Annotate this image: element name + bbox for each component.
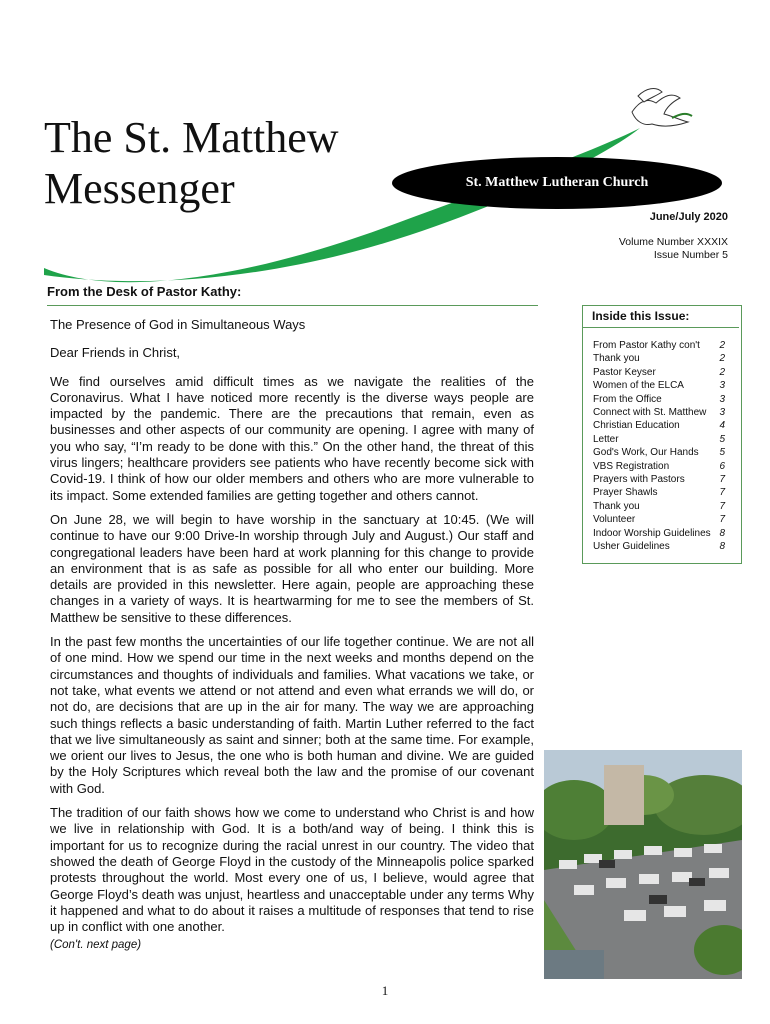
toc-item-page: 8: [719, 527, 725, 539]
toc-item-label: Connect with St. Matthew: [593, 407, 707, 419]
toc-item-label: God's Work, Our Hands: [593, 447, 699, 459]
toc-item-page: 4: [719, 420, 725, 432]
toc-item: [593, 500, 725, 513]
newsletter-title: [44, 112, 339, 214]
issue-number: Issue Number 5: [653, 249, 728, 261]
toc-item: [593, 352, 725, 365]
section-heading: From the Desk of Pastor Kathy:: [47, 284, 242, 299]
toc-item-page: 2: [719, 353, 725, 365]
dove-icon: [632, 89, 692, 127]
toc-item: [593, 393, 725, 406]
toc-item-label: Thank you: [593, 353, 640, 365]
toc-item-label: Thank you: [593, 500, 640, 512]
toc-rule: [583, 327, 739, 328]
volume-number: Volume Number XXXIX: [618, 236, 728, 248]
issue-date: June/July 2020: [649, 211, 728, 223]
article-paragraph: We find ourselves amid difficult times as we navigate the realities of the Coronavirus. What I have noticed more recently is the diverse ways people are impacted by the pandemic. There are the precautions that remain, even as businesses and other aspects of our community are opening. I agree with many of you who say, “I’m ready to be done with this.” On the other hand, the threat of this virus lingers; healthcare providers see patients who have recently become sick with Covid-19. I think of how our older members and others who are more vulnerable to its impact. Some extended families are getting together and others cannot.: [50, 373, 534, 503]
toc-item: [593, 379, 725, 392]
article-paragraph: In the past few months the uncertainties of our life together continue. We are not all of one mind. How we spend our time in the next weeks and months depend on the circumstances and thoughts of individuals and families. What vacations we take, or not take, what events we attend or not attend and even what errands we will do, or not do, are decisions that are up in the air for many. The way we are approaching such things reflects a basic understanding of faith. Martin Luther referred to the fact that we live simultaneously as saint and sinner; both at the same time. For example, we orient our lives to Jesus, the one who is both human and divine. We are guided by the Holy Scriptures which reveal both the law and the promise of our covenant with God.: [50, 634, 534, 796]
toc-item: [593, 419, 725, 432]
article-paragraph: The tradition of our faith shows how we come to understand who Christ is and how we live in relationship with God. It is a both/and way of being. I think this is important for us to recognize during the racial unrest in our country. The video that showed the death of George Floyd in the custody of the Minneapolis police sparked protests throughout the world. Most every one of us, I believe, would agree that George Floyd’s death was unjust, heartless and unacceptable under any terms Why it happened and what to do about it raises a multitude of responses that tend to rise up in conflict with one another.: [50, 805, 534, 935]
toc-item-label: VBS Registration: [593, 460, 670, 472]
toc-item-page: 7: [719, 500, 725, 512]
toc-item-label: Usher Guidelines: [593, 541, 670, 553]
title-line-1: The St. Matthew: [44, 113, 339, 162]
continued-note: (Con't. next page): [50, 939, 142, 952]
toc-item-page: 7: [719, 514, 725, 526]
toc-item-label: Letter: [593, 433, 619, 445]
volume-info: [619, 236, 728, 262]
toc-item: [593, 473, 725, 486]
toc-item-page: 7: [719, 474, 725, 486]
toc-item-label: Pastor Keyser: [593, 366, 656, 378]
toc-item-label: Indoor Worship Guidelines: [593, 527, 711, 539]
toc-list: [593, 339, 725, 554]
toc-item-page: 3: [719, 393, 725, 405]
section-rule: [47, 305, 538, 306]
toc-item: [593, 540, 725, 553]
toc-item-page: 3: [719, 380, 725, 392]
toc-item: [593, 366, 725, 379]
toc-item: [593, 486, 725, 499]
article-greeting: Dear Friends in Christ,: [50, 345, 181, 361]
toc-item-label: Prayers with Pastors: [593, 474, 685, 486]
toc-item-label: From Pastor Kathy con't: [593, 340, 700, 351]
parking-lot-photo: [544, 750, 742, 979]
toc-item: [593, 513, 725, 526]
article-body: [50, 317, 534, 962]
toc-item-label: From the Office: [593, 393, 662, 405]
article-title: The Presence of God in Simultaneous Ways: [50, 317, 306, 332]
page-number: 1: [381, 983, 389, 998]
toc-item-page: 3: [719, 407, 725, 419]
toc-item: [593, 446, 725, 459]
toc-item-page: 2: [719, 340, 725, 351]
toc-item: [593, 433, 725, 446]
toc-item: [593, 527, 725, 540]
toc-heading: Inside this Issue:: [592, 309, 690, 323]
toc-item-page: 8: [719, 541, 725, 553]
toc-item-page: 5: [719, 433, 725, 445]
toc-item-page: 7: [719, 487, 725, 499]
toc-item: [593, 460, 725, 473]
toc-item-label: Women of the ELCA: [593, 380, 684, 392]
toc-item-label: Prayer Shawls: [593, 487, 658, 499]
toc-item-page: 6: [719, 460, 725, 472]
article-paragraph: On June 28, we will begin to have worship in the sanctuary at 10:45. (We will continue to have our 9:00 Drive-In worship through July and August.) Our staff and congregational leaders have been hard at work planning for this change to provide an environment that is as safe as possible for all who enter our building. More details are provided in this newsletter. Here again, people are approaching these changes in a variety of ways. It is heartwarming for me to see the members of St. Matthew be sensitive to these differences.: [50, 511, 534, 625]
toc-item-label: Christian Education: [593, 420, 680, 432]
toc-item-label: Volunteer: [593, 514, 636, 526]
toc-item: [593, 339, 725, 352]
toc-item: [593, 406, 725, 419]
title-line-2: Messenger: [44, 164, 235, 213]
toc-item-page: 2: [719, 366, 725, 378]
toc-item-page: 5: [719, 447, 725, 459]
church-name: St. Matthew Lutheran Church: [465, 175, 649, 190]
